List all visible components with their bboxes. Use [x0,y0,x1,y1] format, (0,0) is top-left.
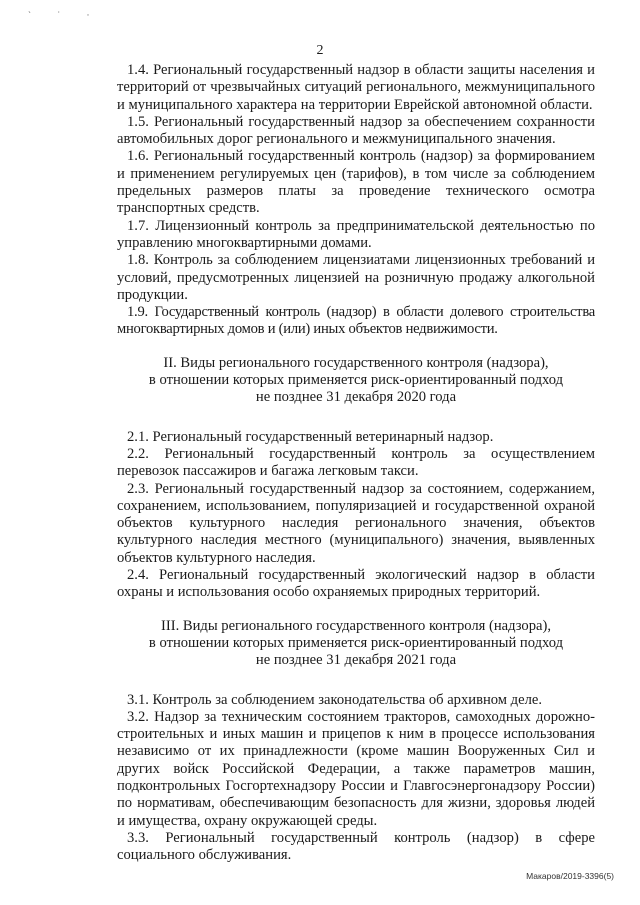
paragraph-2-3: 2.3. Региональный государственный надзор за состоянием, содержанием, сохранением, использованием, популяризацией и государственной охраной объектов культурного наследия регионального значения, объектов культурного наследия местного (муниципального) значения, выявленных объектов культурного наследия. [117,480,595,566]
paragraph-2-4: 2.4. Региональный государственный экологический надзор в области охраны и использования особо охраняемых природных территорий. [117,567,595,601]
section-3-heading-line-1: III. Виды регионального государственного контроля (надзора), [160,617,552,634]
paragraph-3-2: 3.2. Надзор за техническим состоянием тракторов, самоходных дорожно-строительных и иных машин и прицепов к ним в процессе использования независимо от их принадлежности (кроме машин Вооруженных Сил и других войск Российской Федерации, а также параметров машин, подконтрольных Госгортехнадзору России и Главгосэнергонадзору России) по нормативам, обеспечивающим безопасность для жизни, здоровья людей и имущества, охрану окружающей среды. [117,708,595,829]
paragraph-1-8: 1.8. Контроль за соблюдением лицензиатами лицензионных требований и условий, предусмотренных лицензией на розничную продажу алкогольной продукции. [117,252,595,303]
section-2-heading-line-1: II. Виды регионального государственного контроля (надзора), [163,354,549,371]
paragraph-2-2: 2.2. Региональный государственный контроль за осуществлением перевозок пассажиров и багажа легковым такси. [117,445,595,480]
paragraph-1-6: 1.6. Региональный государственный контроль (надзор) за формированием и применением регулируемых цен (тарифов), в том числе за соблюдением предельных размеров платы за проведение технического осмотра транспортных средств. [117,148,595,217]
paragraph-1-9: 1.9. Государственный контроль (надзор) в области долевого строительства многоквартирных домов и (или) иных объектов недвижимости. [117,304,595,338]
scan-specks: ` ˙ · [28,10,102,20]
paragraph-1-5: 1.5. Региональный государственный надзор за обеспечением сохранности автомобильных дорог регионального и межмуниципального значения. [117,113,595,148]
page-number: 2 [316,43,324,58]
document-body [117,62,595,864]
paragraph-2-1: 2.1. Региональный государственный ветеринарный надзор. [127,428,494,445]
section-2-heading-line-2: в отношении которых применяется риск-ориентированный подход [148,372,564,389]
paragraph-3-1: 3.1. Контроль за соблюдением законодательства об архивном деле. [127,691,542,708]
paragraph-1-7: 1.7. Лицензионный контроль за предпринимательской деятельностью по управлению многоквартирными домами. [117,217,595,251]
document-registration-code: Макаров/2019-3396(5) [526,871,614,881]
section-2-heading [117,355,595,407]
section-2-heading-line-3: не позднее 31 декабря 2020 года [255,389,457,406]
paragraph-3-3: 3.3. Региональный государственный контроль (надзор) в сфере социального обслуживания. [117,829,595,864]
paragraph-1-4: 1.4. Региональный государственный надзор в области защиты населения и территорий от чрезвычайных ситуаций регионального, межмуниципального и муниципального характера на территории Еврейской автономной области. [117,62,595,113]
section-3-heading-line-3: не позднее 31 декабря 2021 года [255,652,457,669]
section-3-heading-line-2: в отношении которых применяется риск-ориентированный подход [148,634,564,651]
section-3-heading [117,618,595,670]
